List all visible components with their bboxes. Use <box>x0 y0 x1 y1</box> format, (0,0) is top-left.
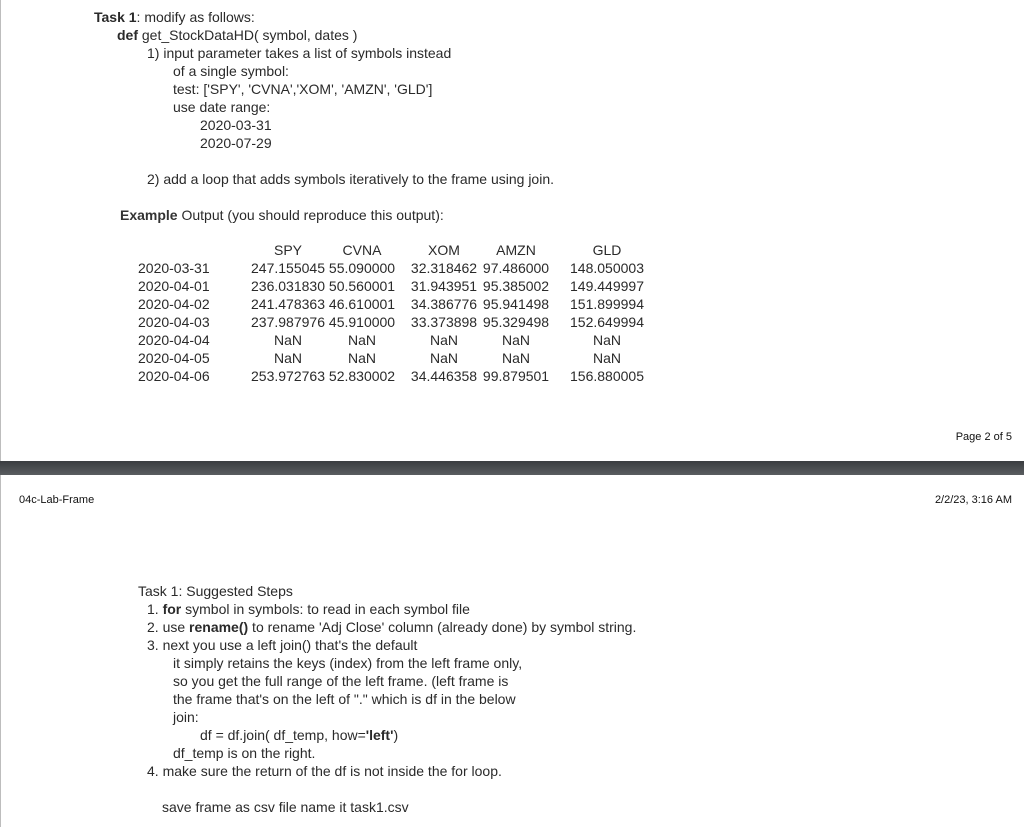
step-3-line-5: df_temp is on the right. <box>173 745 316 761</box>
step-3-line-3: the frame that's on the left of "." which is df in the below <box>173 691 516 707</box>
table-cell: 33.373898 <box>410 314 478 330</box>
step-1-text: 1) input parameter takes a list of symbols instead <box>147 45 452 61</box>
table-cell: 34.386776 <box>410 296 478 312</box>
table-cell: 34.446358 <box>410 368 478 384</box>
step-3-line-4: join: <box>173 709 199 725</box>
table-cell: 253.972763 <box>251 368 325 384</box>
table-cell: 95.385002 <box>482 278 550 294</box>
timestamp-header: 2/2/23, 3:16 AM <box>934 494 1012 506</box>
step-2-text: 2) add a loop that adds symbols iteratively to the frame using join. <box>147 171 554 187</box>
page-divider <box>0 461 1024 475</box>
table-cell: 237.987976 <box>251 314 325 330</box>
column-header: GLD <box>592 242 622 258</box>
table-cell: 99.879501 <box>482 368 550 384</box>
row-date: 2020-04-02 <box>138 296 210 312</box>
column-header: XOM <box>428 242 460 258</box>
test-symbols: test: ['SPY', 'CVNA','XOM', 'AMZN', 'GLD'] <box>173 81 433 97</box>
table-cell: 151.899994 <box>570 296 644 312</box>
table-cell: 31.943951 <box>410 278 478 294</box>
column-header: SPY <box>273 242 302 258</box>
table-cell: NaN <box>273 332 302 348</box>
row-date: 2020-04-05 <box>138 350 210 366</box>
document-page-3 <box>0 475 1024 827</box>
table-cell: 149.449997 <box>570 278 644 294</box>
row-date: 2020-03-31 <box>138 260 210 276</box>
step-3-line-1: it simply retains the keys (index) from the left frame only, <box>173 655 523 671</box>
task-heading: Task 1: modify as follows: <box>94 9 255 25</box>
table-cell: NaN <box>347 332 376 348</box>
step-3-line-2: so you get the full range of the left frame. (left frame is <box>173 673 509 689</box>
table-cell: 152.649994 <box>570 314 644 330</box>
row-date: 2020-04-03 <box>138 314 210 330</box>
table-cell: 50.560001 <box>328 278 396 294</box>
table-cell: NaN <box>501 350 530 366</box>
column-header: CVNA <box>342 242 382 258</box>
table-cell: 55.090000 <box>328 260 396 276</box>
table-cell: 97.486000 <box>482 260 550 276</box>
row-date: 2020-04-04 <box>138 332 210 348</box>
suggested-step-2: 2. use rename() to rename 'Adj Close' column (already done) by symbol string. <box>147 619 637 635</box>
column-header: AMZN <box>496 242 536 258</box>
example-heading: Example Output (you should reproduce this output): <box>120 207 444 223</box>
function-signature: def get_StockDataHD( symbol, dates ) <box>117 27 358 43</box>
table-cell: 45.910000 <box>328 314 396 330</box>
table-cell: NaN <box>347 350 376 366</box>
table-cell: NaN <box>501 332 530 348</box>
table-cell: NaN <box>429 350 458 366</box>
save-instruction: save frame as csv file name it task1.csv <box>162 799 409 815</box>
suggested-steps-title: Task 1: Suggested Steps <box>138 583 293 599</box>
table-cell: 95.941498 <box>482 296 550 312</box>
table-cell: 236.031830 <box>251 278 325 294</box>
suggested-step-3: 3. next you use a left join() that's the default <box>147 637 418 653</box>
table-cell: 241.478363 <box>251 296 325 312</box>
date-end: 2020-07-29 <box>200 135 272 151</box>
page-number: Page 2 of 5 <box>955 431 1012 443</box>
table-cell: NaN <box>429 332 458 348</box>
table-cell: 148.050003 <box>570 260 644 276</box>
suggested-step-4: 4. make sure the return of the df is not inside the for loop. <box>147 763 502 779</box>
row-date: 2020-04-06 <box>138 368 210 384</box>
table-cell: NaN <box>592 332 621 348</box>
table-cell: 52.830002 <box>328 368 396 384</box>
step-1-continued: of a single symbol: <box>173 63 289 79</box>
suggested-step-1: 1. for symbol in symbols: to read in each symbol file <box>147 601 470 617</box>
date-start: 2020-03-31 <box>200 117 272 133</box>
table-cell: NaN <box>273 350 302 366</box>
doc-title-header: 04c-Lab-Frame <box>19 494 95 506</box>
table-cell: 156.880005 <box>570 368 644 384</box>
date-range-label: use date range: <box>173 99 271 115</box>
table-cell: 32.318462 <box>410 260 478 276</box>
table-cell: 46.610001 <box>328 296 396 312</box>
row-date: 2020-04-01 <box>138 278 210 294</box>
table-cell: 95.329498 <box>482 314 550 330</box>
table-cell: NaN <box>592 350 621 366</box>
join-code-line: df = df.join( df_temp, how='left') <box>200 727 399 743</box>
table-cell: 247.155045 <box>251 260 325 276</box>
